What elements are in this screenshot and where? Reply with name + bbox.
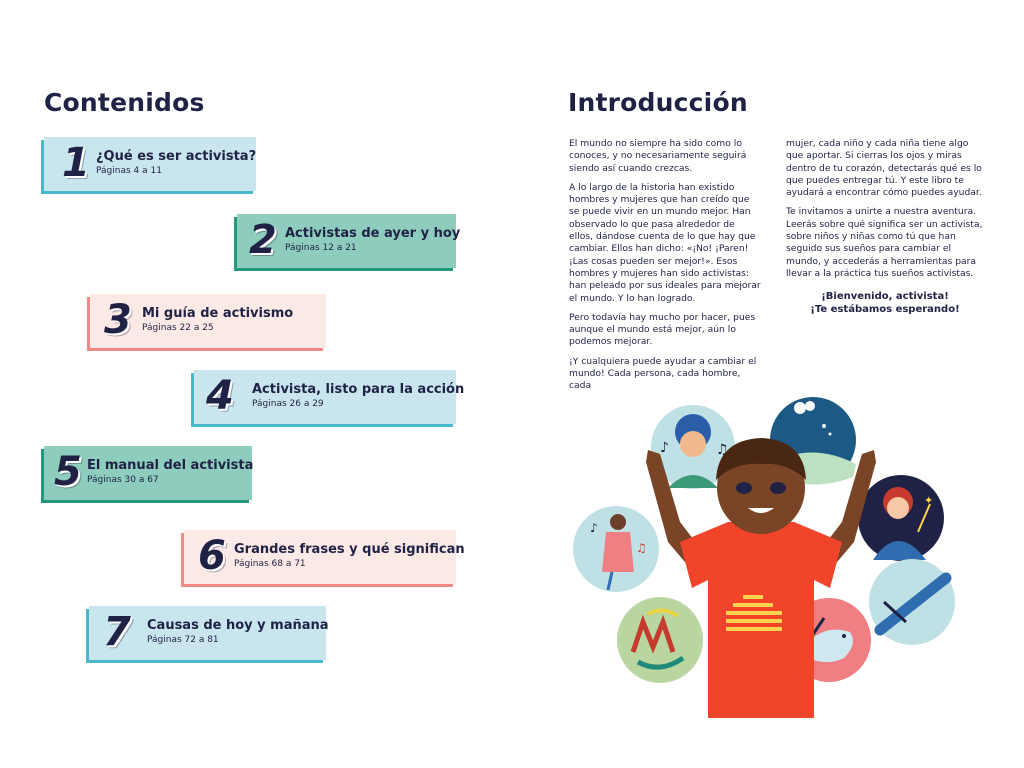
svg-text:✦: ✦: [924, 494, 934, 507]
toc-pages: Páginas 30 a 67: [87, 475, 159, 485]
welcome-line-1: ¡Bienvenido, activista!: [821, 291, 949, 303]
toc-number: 6: [198, 533, 226, 579]
toc-label: El manual del activista: [87, 458, 254, 473]
toc-number: 1: [62, 140, 90, 186]
svg-text:♫: ♫: [636, 541, 647, 555]
svg-text:♪: ♪: [590, 521, 598, 535]
intro-paragraph: mujer, cada niño y cada niña tiene algo que aportar. Si cierras los ojos y miras dentro de tu corazón, detectarás qué es lo que puedes entregar tú. Y este libro te ayudará a encontrar cómo puedes ayudar.: [786, 138, 982, 199]
girl-with-wand-icon: [858, 475, 944, 561]
toc-label: Causas de hoy y mañana: [147, 618, 329, 633]
toc-label: ¿Qué es ser activista?: [96, 149, 257, 164]
toc-item-2[interactable]: [237, 214, 461, 268]
toc-label: Grandes frases y qué significan: [234, 542, 465, 557]
dancing-girl-icon: [573, 506, 659, 592]
toc-number: 4: [206, 373, 234, 419]
toc-label: Activista, listo para la acción: [252, 382, 465, 397]
toc-pages: Páginas 72 a 81: [147, 635, 219, 645]
letters-icon: [617, 597, 703, 683]
toc-item-6[interactable]: [184, 530, 465, 584]
welcome-message: [786, 290, 984, 316]
contents-title: Contenidos: [44, 88, 205, 117]
toc-pages: Páginas 22 a 25: [142, 323, 214, 333]
welcome-line-2: ¡Te estábamos esperando!: [810, 304, 960, 316]
pencil-icon: [869, 559, 955, 645]
toc-pages: Páginas 12 a 21: [285, 243, 357, 253]
intro-paragraph: A lo largo de la historia han existido hombres y mujeres que han creído que se puede vivir en un mundo mejor. Han observado lo que pasa alrededor de ellos, dándose cuenta de lo que hay que cambiar. Ellos han dicho: «¡No! ¡Paren! ¡Las cosas pueden ser mejor!». Esos hombres y mujeres han sido activistas: han peleado por sus ideales para mejorar el mundo. Y lo han logrado.: [569, 181, 761, 304]
toc-number: 2: [249, 217, 277, 263]
toc-item-4[interactable]: [194, 370, 465, 424]
svg-text:♪: ♪: [660, 440, 669, 456]
intro-paragraph: ¡Y cualquiera puede ayudar a cambiar el mundo! Cada persona, cada hombre, cada: [569, 355, 757, 392]
toc-item-5[interactable]: [44, 446, 252, 500]
toc-label: Activistas de ayer y hoy: [285, 226, 461, 241]
intro-paragraph: Pero todavía hay mucho por hacer, pues aunque el mundo está mejor, aún lo podemos mejorar.: [569, 311, 756, 348]
toc-item-7[interactable]: [89, 606, 329, 660]
toc-pages: Páginas 26 a 29: [252, 399, 324, 409]
toc-number: 3: [104, 297, 132, 343]
intro-paragraph: Te invitamos a unirte a nuestra aventura. Leerás sobre qué significa ser un activista, sobre niños y niñas como tú que han seguido sus sueños para cambiar el mundo, y accederás a herramientas para llevar a la práctica tus sueños activistas.: [786, 206, 983, 279]
toc-number: 5: [54, 449, 82, 495]
intro-column-1: [569, 138, 761, 400]
toc-number: 7: [103, 609, 131, 655]
toc-pages: Páginas 68 a 71: [234, 559, 306, 569]
intro-column-2: [786, 138, 984, 323]
svg-text:♫: ♫: [716, 442, 729, 458]
toc-pages: Páginas 4 a 11: [96, 166, 162, 176]
toc-label: Mi guía de activismo: [142, 306, 294, 321]
activist-illustration: [568, 392, 968, 718]
intro-paragraph: El mundo no siempre ha sido como lo conoces, y no necesariamente seguirá siendo así cuando crezcas.: [569, 138, 747, 174]
toc-item-1[interactable]: [44, 137, 256, 191]
introduction-title: Introducción: [568, 88, 748, 117]
toc-item-3[interactable]: [90, 294, 326, 348]
